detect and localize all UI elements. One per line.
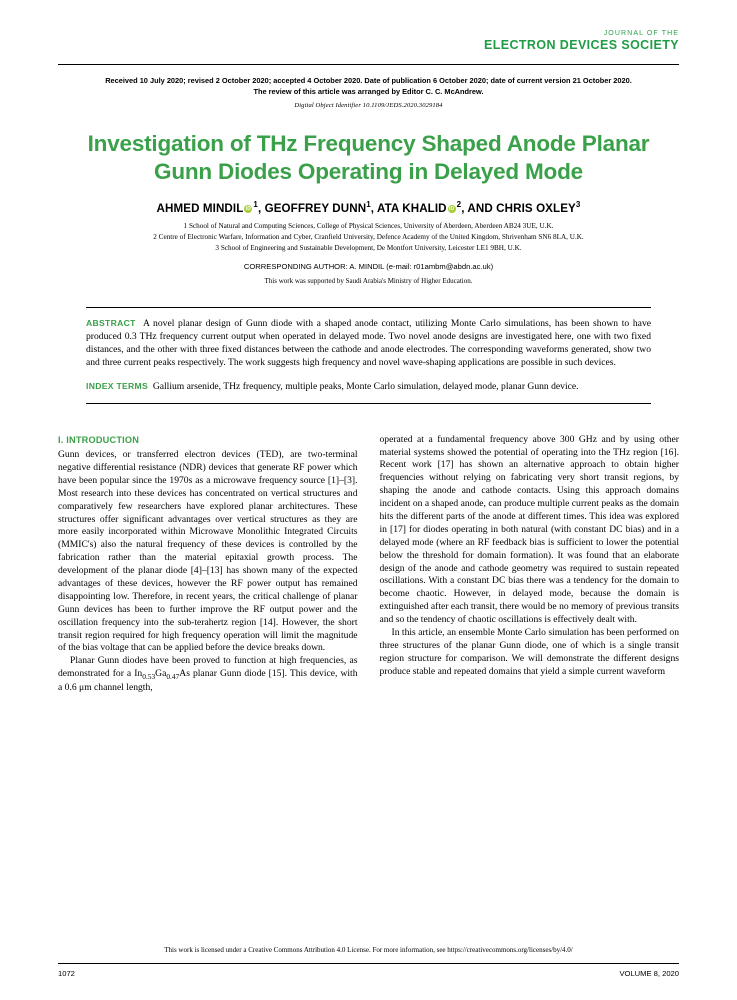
footer-divider <box>58 963 679 964</box>
affiliation-block <box>58 221 679 253</box>
affiliation-1: 1 School of Natural and Computing Sciences, College of Physical Sciences, University of Aberdeen, Aberdeen AB24 3UE, U.K. <box>183 222 554 231</box>
receipt-line: Received 10 July 2020; revised 2 October 2020; accepted 4 October 2020. Date of publication 6 October 2020; date of current version 21 October 2020. The review of this article was arranged by Editor C. C. McAndrew. <box>105 76 632 96</box>
index-terms-label: INDEX TERMS <box>86 381 149 392</box>
affiliation-2: 2 Centre of Electronic Warfare, Information and Cyber, Cranfield University, Defence Academy of the United Kingdom, Shrivenham SN6 8LA, U.K. <box>153 232 584 241</box>
volume-label: VOLUME 8, 2020 <box>619 969 679 978</box>
orcid-icon[interactable] <box>448 205 456 213</box>
author-2-name: , GEOFFREY DUNN <box>257 202 367 216</box>
author-1-name: AHMED MINDIL <box>156 202 244 216</box>
corresponding-author: CORRESPONDING AUTHOR: A. MINDIL (e-mail: r01ambm@abdn.ac.uk) <box>243 261 494 271</box>
paragraph-intro-2-part-c: As planar Gunn diode [15]. This device, with a 0.6 μm channel length, <box>58 668 358 694</box>
masthead-divider <box>58 64 679 65</box>
index-terms-row <box>86 380 651 393</box>
section-heading-introduction: I. INTRODUCTION <box>58 434 140 445</box>
abstract-divider-bottom <box>86 403 651 404</box>
paragraph-intro-4: In this article, an ensemble Monte Carlo simulation has been performed on three structures of the planar Gunn diode, one of which is a single transit region structure for comparison. We will demonstrate the different designs produce stable and repeated domains that yield a simple current waveform <box>379 627 679 677</box>
author-3-name: , ATA KHALID <box>370 202 447 216</box>
body-columns <box>58 434 679 695</box>
abstract-block <box>86 308 651 403</box>
author-4-affil-mark: 3 <box>575 200 581 210</box>
masthead-society: ELECTRON DEVICES SOCIETY <box>483 38 679 52</box>
subscript-053: 0.53 <box>142 672 156 682</box>
footer-row <box>58 969 679 978</box>
funding-note: This work was supported by Saudi Arabia's Ministry of Higher Education. <box>264 276 473 285</box>
page-title: Investigation of THz Frequency Shaped Anode Planar Gunn Diodes Operating in Delayed Mode <box>87 131 650 185</box>
paragraph-intro-3: operated at a fundamental frequency above 300 GHz and by using other material systems showed the potential of operating into the THz region [16]. Recent work [17] has shown an alternative approach to obtain higher frequencies without relying on fabricating very short transit regions, by shaping the anode and cathode contacts. Using this approach domains incident on a shaped anode, can produce multiple current peaks as the domain hits the different parts of the anode at different times. This idea was explored in [17] for diodes operating in both natural (with constant DC bias) and in a delayed mode (where an RF feedback bias is sufficient to lower the potential below the threshold for domain formation). It was found that an elaborate design of the anode and cathode geometry was required to sustain repeated oscillations. With a constant DC bias there was a tendency for the domain to become chaotic. However, in delayed mode, because the domain is extinguished after each transit, there would be no memory of previous transits and so the tendency of chaotic oscillations is effectively dealt with. <box>379 433 679 626</box>
right-column <box>380 434 680 695</box>
paragraph-intro-2 <box>58 655 358 695</box>
author-list <box>58 200 679 215</box>
author-2-affil-mark: 1 <box>366 200 371 210</box>
abstract-text-row <box>86 317 651 370</box>
paragraph-intro-2-part-b: Ga <box>155 668 167 680</box>
doi-line: Digital Object Identifier 10.1109/JEDS.2020.3029184 <box>294 102 443 110</box>
subscript-047: 0.47 <box>166 672 180 682</box>
license-note: This work is licensed under a Creative Commons Attribution 4.0 License. For more information, see https://creativecommons.org/licenses/by/4.0/ <box>164 946 573 955</box>
journal-masthead <box>58 0 679 52</box>
author-4-name: , AND CHRIS OXLEY <box>461 202 576 216</box>
affiliation-3: 3 School of Engineering and Sustainable Development, De Montfort University, Leicester LE1 9BH, U.K. <box>215 243 522 252</box>
left-column <box>58 434 358 695</box>
paragraph-intro-1: Gunn devices, or transferred electron devices (TED), are two-terminal negative differential resistance (NDR) devices that generate RF power which have been popular since the 1970s as a microwave frequency source [1]–[3]. Most research into these devices has concentrated on vertical structures and comparatively few researchers have explored planar architectures. These structures offer significant advantages over vertical structures as they are more easily incorporated within Microwave Monolithic Integrated Circuits (MMIC's) also the natural frequency of these devices is controlled by the fabrication rather than the material epitaxial growth process. The development of the planar diode [4]–[13] has shown many of the expected advantages of these devices, however the RF power output has remained disappointing low. Therefore, in recent years, the critical challenge of planar Gunn devices has been to further improve the RF output power and the oscillation frequency into the sub-terahertz region [14]. However, the short transit region required for high frequency operation will limit the magnitude of the bias voltage that can be applied before the device breaks down. <box>58 449 358 654</box>
abstract-text: A novel planar design of Gunn diode with a shaped anode contact, utilizing Monte Carlo simulations, has been shown to have produced 0.3 THz frequency current output when operated in delayed mode. Two novel anode designs are investigated here, one with two fixed distances, and the other with three fixed distances between the cathode and anode electrodes. The corresponding waveforms generated, show two and three current peaks respectively. The work suggests high frequency and novel wave-shaping applications are possible in such devices. <box>86 317 651 369</box>
author-1-affil-mark: 1 <box>253 200 258 210</box>
orcid-icon[interactable] <box>244 205 252 213</box>
page-number: 1072 <box>58 969 75 978</box>
page-footer <box>58 946 679 978</box>
masthead-kicker: JOURNAL OF THE <box>603 30 679 37</box>
paragraph-intro-2-part-a: Planar Gunn diodes have been proved to function at high frequencies, as demonstrated for a In <box>58 655 358 680</box>
abstract-label: ABSTRACT <box>86 317 136 328</box>
author-3-affil-mark: 2 <box>456 200 462 210</box>
index-terms-text: Gallium arsenide, THz frequency, multiple peaks, Monte Carlo simulation, delayed mode, planar Gunn device. <box>152 381 579 393</box>
